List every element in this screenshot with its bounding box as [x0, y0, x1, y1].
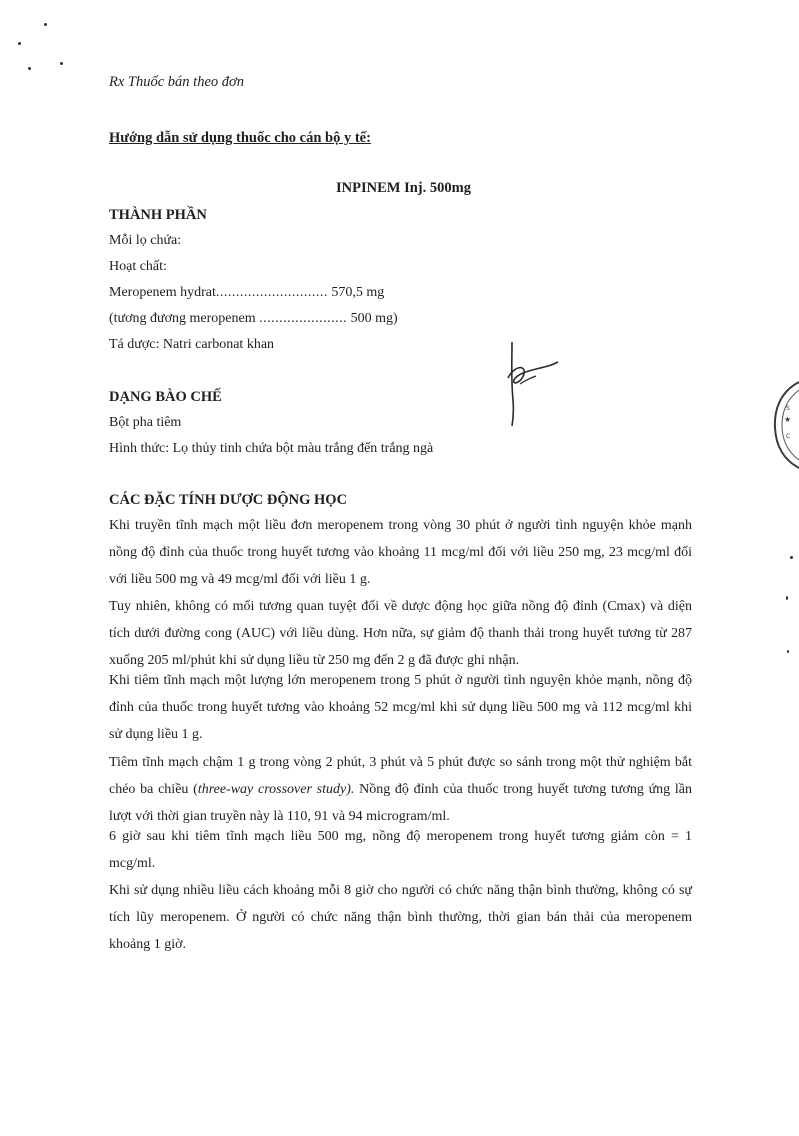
ingredient-amount: 500 mg) — [350, 311, 398, 326]
ingredient-name: Meropenem hydrat — [109, 285, 216, 300]
active-ingredient-label: Hoạt chất: — [109, 259, 167, 274]
pk-paragraph-3: Khi tiêm tĩnh mạch một lượng lớn meropenem trong 5 phút ở người tình nguyện khỏe mạnh, nồng độ đỉnh của thuốc trong huyết tương vào khoảng 52 mcg/ml khi sử dụng liều 500 mg và 112 mcg/ml khi sử dụng liều 1 g. — [109, 673, 692, 742]
stamp-edge-icon — [772, 380, 799, 470]
scan-speck — [18, 42, 21, 45]
meropenem-hydrate-row — [109, 285, 384, 301]
ingredient-name: (tương đương meropenem — [109, 311, 256, 326]
rx-label: Rx Thuốc bán theo đơn — [109, 74, 244, 90]
dosage-form-heading: DẠNG BÀO CHẾ — [109, 389, 222, 405]
pk-paragraph-4-italic: three-way crossover study). — [197, 782, 355, 797]
pk-paragraph-1: Khi truyền tĩnh mạch một liều đơn meropenem trong vòng 30 phút ở người tình nguyện khỏe mạnh nồng độ đỉnh của thuốc trong huyết tương vào khoảng 11 mcg/ml đối với liều 250 mg, 23 mcg/ml đối với liều 500 mg và 49 mcg/ml đối với liều 1 g. — [109, 518, 692, 587]
svg-text:C: C — [786, 433, 791, 440]
scan-speck — [44, 23, 47, 26]
signature-icon — [500, 340, 560, 430]
pk-paragraph-6: Khi sử dụng nhiều liều cách khoảng mỗi 8 giờ cho người có chức năng thận bình thường, không có sự tích lũy meropenem. Ở người có chức năng thận bình thường, thời gian bán thải của meropenem khoảng 1 giờ. — [109, 883, 692, 952]
pk-paragraph-4-end: Nồng độ đỉnh của thuốc trong huyết tương tương ứng lần lượt với thời gian truyền này là 110, 91 và 94 microgram/ml. — [109, 782, 693, 824]
pk-paragraph-2: Tuy nhiên, không có mối tương quan tuyệt đối về dược động học giữa nồng độ đỉnh (Cmax) và diện tích dưới đường cong (AUC) với liều dùng. Hơn nữa, sự giảm độ thanh thải trong huyết tương từ 287 xuống 205 ml/phút khi sử dụng liều từ 250 mg đến 2 g đã được ghi nhận. — [109, 599, 692, 668]
composition-heading: THÀNH PHẦN — [109, 207, 207, 223]
pk-paragraph-4 — [109, 749, 692, 830]
scan-speck — [60, 62, 63, 65]
leader-dots: ...................... — [259, 311, 348, 326]
per-vial-text: Mỗi lọ chứa: — [109, 233, 182, 248]
scan-speck — [28, 67, 31, 70]
scan-speck — [787, 650, 789, 653]
dosage-form-text: Bột pha tiêm — [109, 415, 182, 430]
meropenem-equivalent-row — [109, 311, 398, 327]
pk-paragraph-4-start: Tiêm tĩnh mạch chậm 1 g trong vòng 2 phút, 3 phút và 5 phút được so sánh trong một thử nghiệm bắt chéo ba chiều ( — [109, 755, 692, 797]
svg-text:★: ★ — [784, 415, 792, 424]
product-name: INPINEM Inj. 500mg — [336, 180, 471, 196]
pk-paragraph-5: 6 giờ sau khi tiêm tĩnh mạch liều 500 mg, nồng độ meropenem trong huyết tương giảm còn = 1 mcg/ml. — [109, 829, 692, 871]
excipient-text: Tá dược: Natri carbonat khan — [109, 337, 275, 352]
svg-text:S: S — [786, 405, 790, 412]
guide-title: Hướng dẫn sử dụng thuốc cho cán bộ y tế: — [109, 130, 371, 146]
leader-dots: ............................ — [215, 285, 328, 300]
scan-speck — [790, 556, 793, 559]
scan-speck — [786, 596, 788, 600]
ingredient-amount: 570,5 mg — [331, 285, 385, 300]
pharmacokinetics-heading: CÁC ĐẶC TÍNH DƯỢC ĐỘNG HỌC — [109, 492, 348, 508]
appearance-text: Hình thức: Lọ thủy tinh chứa bột màu trắng đến trắng ngà — [109, 441, 434, 456]
